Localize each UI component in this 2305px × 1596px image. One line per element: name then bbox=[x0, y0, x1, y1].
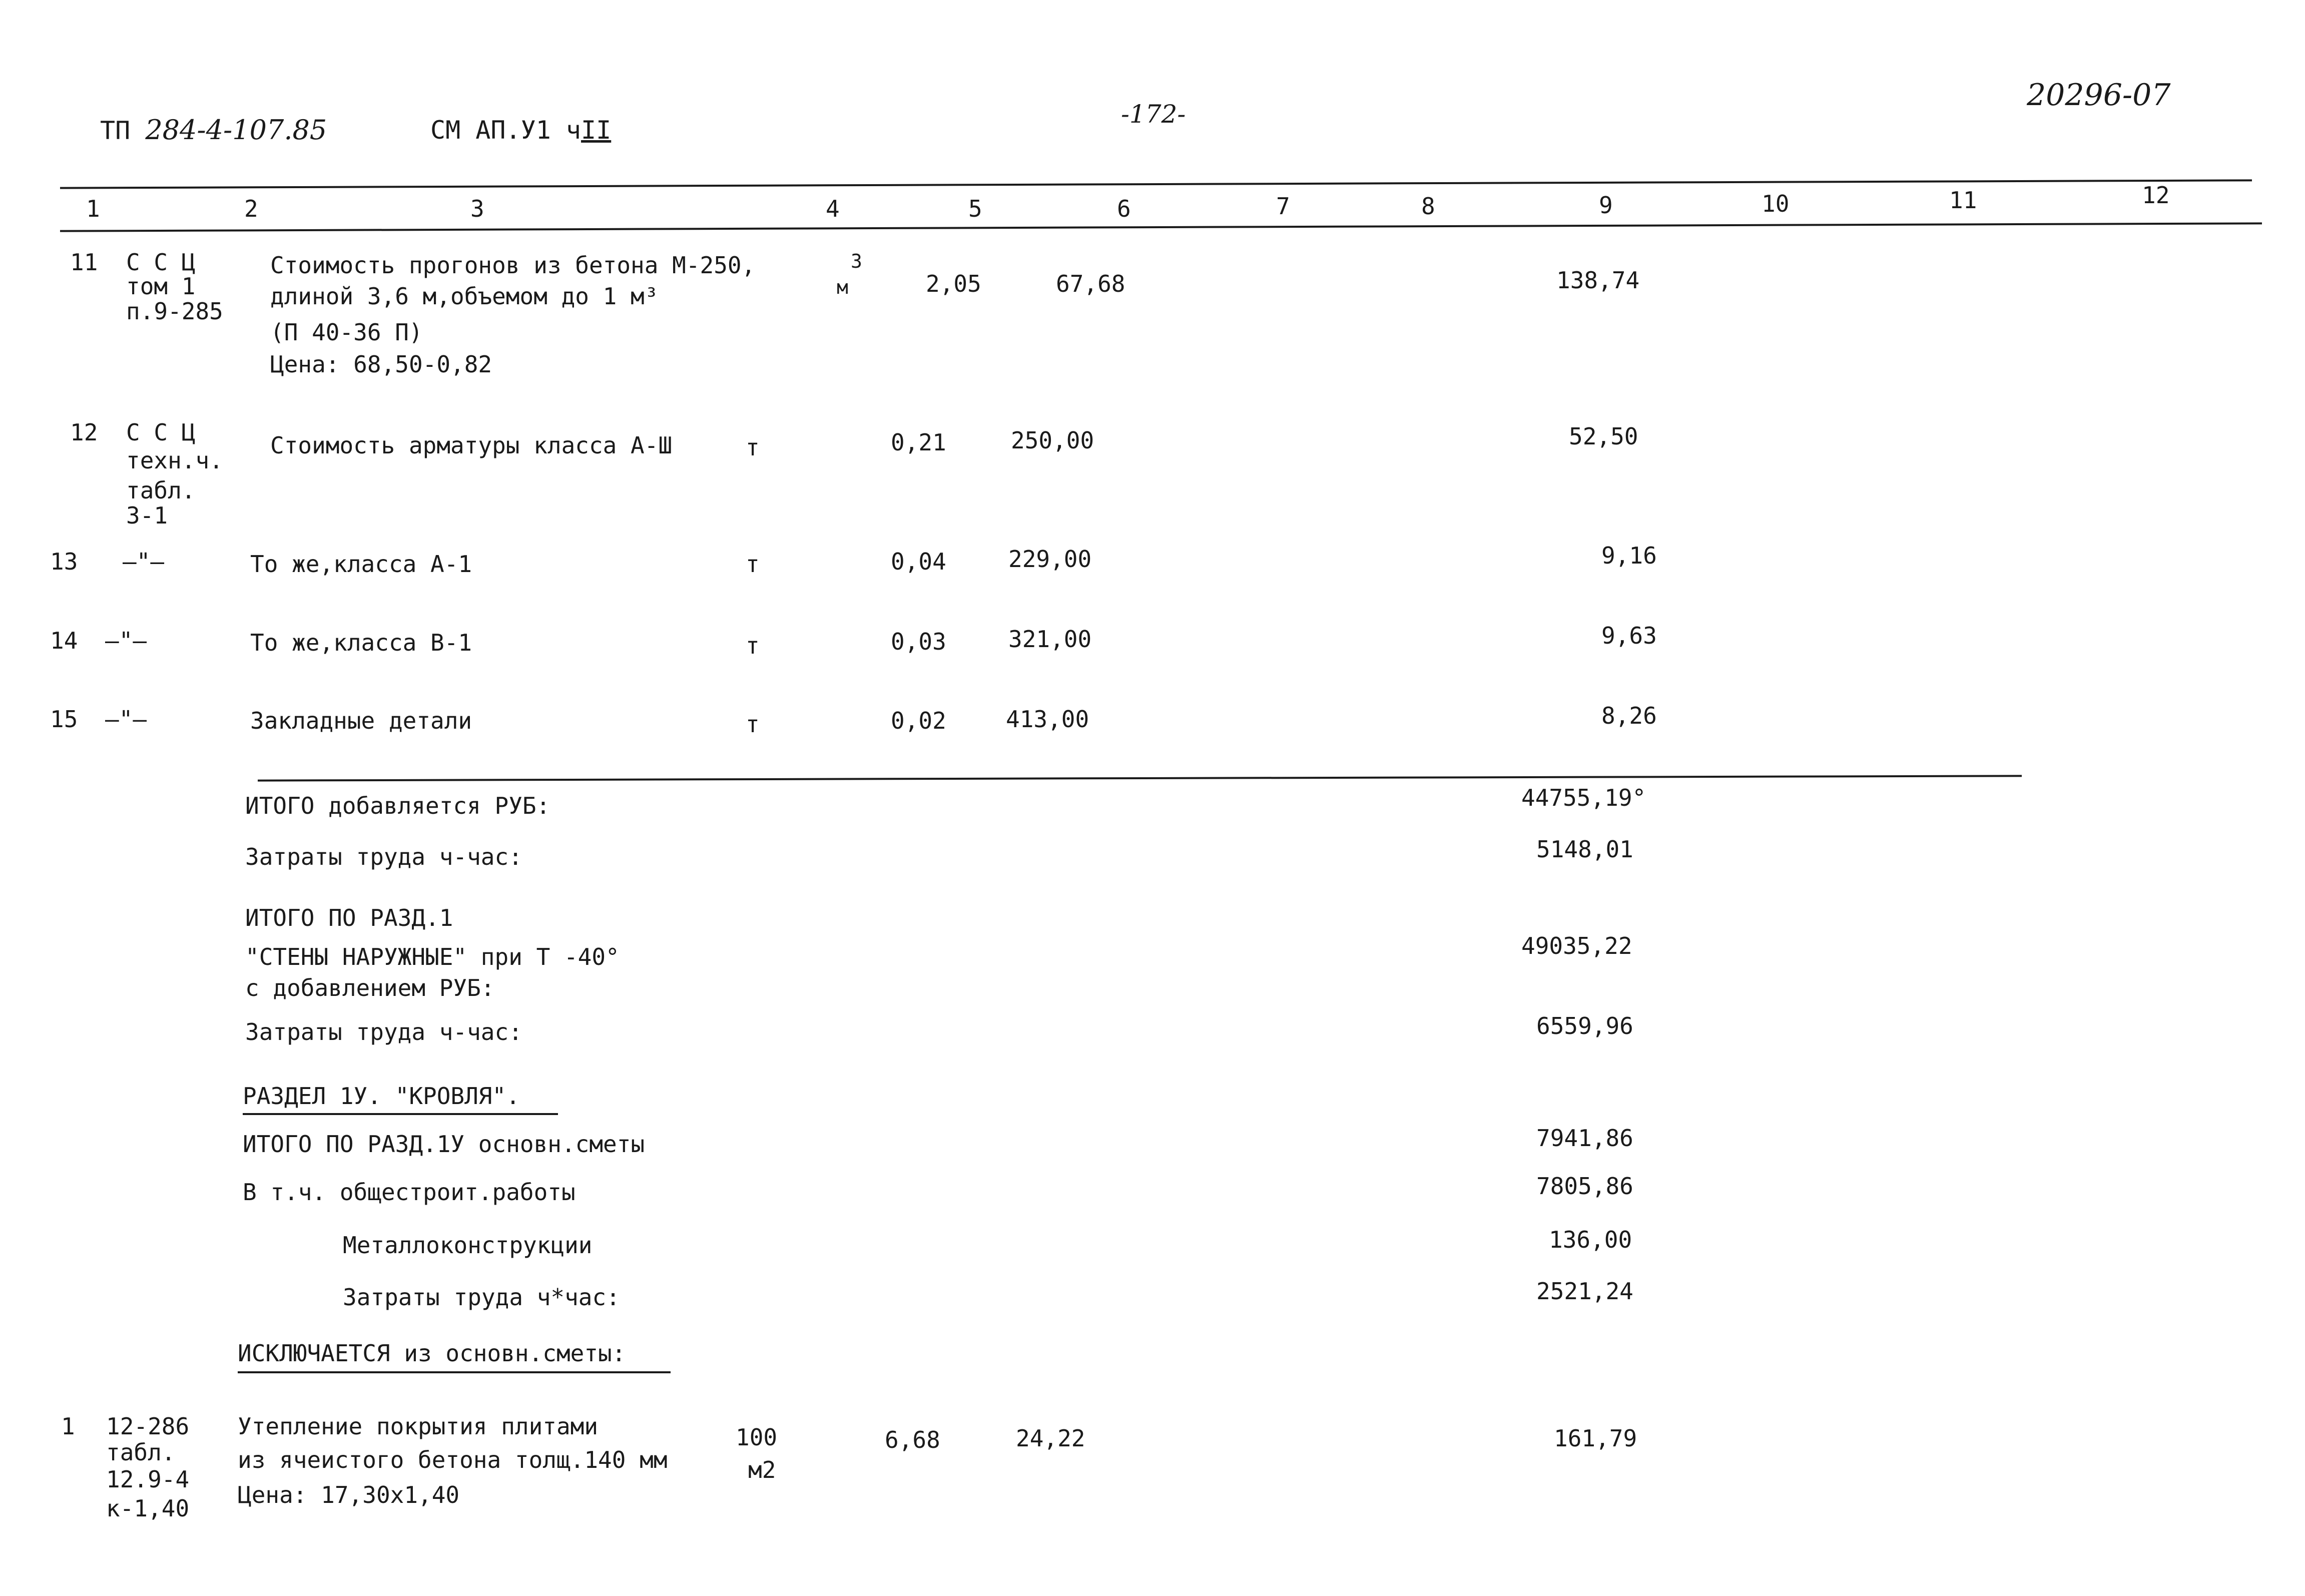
row-price: 229,00 bbox=[1008, 546, 1092, 573]
row-ref: том 1 bbox=[126, 273, 196, 300]
totals-divider bbox=[258, 775, 2022, 781]
sheet-ref bbox=[430, 114, 611, 146]
row-desc: То же,класса А-1 bbox=[250, 551, 472, 578]
row-desc: из ячеистого бетона толщ.140 мм bbox=[238, 1446, 668, 1473]
row-desc: Утепление покрытия плитами bbox=[238, 1413, 599, 1440]
row-total: 8,26 bbox=[1601, 702, 1657, 729]
col-2: 2 bbox=[244, 195, 258, 222]
row-desc: (П 40-36 П) bbox=[270, 319, 423, 346]
doc-code-prefix: ТП bbox=[100, 116, 131, 145]
summary-value: 49035,22 bbox=[1521, 932, 1632, 959]
section-line-label: Металлоконструкции bbox=[343, 1232, 593, 1259]
summary-value: 5148,01 bbox=[1536, 836, 1633, 863]
row-unit: 100 bbox=[736, 1424, 778, 1451]
row-qty: 6,68 bbox=[885, 1426, 940, 1453]
row-total: 52,50 bbox=[1569, 423, 1638, 450]
row-desc: Стоимость арматуры класса А-Ш bbox=[270, 432, 673, 459]
row-num: 12 bbox=[70, 419, 98, 446]
row-unit: м2 bbox=[748, 1456, 776, 1483]
summary-label: с добавлением РУБ: bbox=[245, 974, 495, 1001]
section-title-underline bbox=[243, 1113, 558, 1115]
row-unit: т bbox=[746, 551, 760, 578]
row-unit: т bbox=[746, 711, 760, 738]
row-total: 9,63 bbox=[1601, 622, 1657, 649]
section-line-value: 7941,86 bbox=[1536, 1125, 1633, 1152]
row-desc: Цена: 17,30х1,40 bbox=[238, 1481, 460, 1508]
row-unit: т bbox=[746, 434, 760, 461]
row-unit: м bbox=[837, 276, 848, 298]
summary-value: 6559,96 bbox=[1536, 1012, 1633, 1039]
header-bottom-rule bbox=[60, 222, 2262, 232]
row-num: 1 bbox=[61, 1413, 75, 1440]
row-total: 9,16 bbox=[1601, 542, 1657, 569]
row-qty: 0,03 bbox=[891, 628, 946, 655]
col-3: 3 bbox=[470, 195, 484, 222]
section-line-label: ИТОГО ПО РАЗД.1У основн.сметы bbox=[243, 1131, 645, 1158]
summary-label: "СТЕНЫ НАРУЖНЫЕ" при Т -40° bbox=[245, 943, 620, 970]
row-qty: 2,05 bbox=[926, 270, 981, 297]
excluded-heading-underline bbox=[238, 1371, 671, 1373]
col-12: 12 bbox=[2142, 182, 2170, 209]
row-price: 413,00 bbox=[1006, 706, 1089, 733]
row-ref: п.9-285 bbox=[126, 298, 223, 325]
archive-number: 20296-07 bbox=[2027, 78, 2171, 113]
row-ref: —"— bbox=[105, 627, 147, 654]
row-num: 11 bbox=[70, 249, 98, 276]
row-unit: 3 bbox=[851, 250, 862, 272]
row-qty: 0,02 bbox=[891, 707, 946, 734]
summary-label: Затраты труда ч-час: bbox=[245, 843, 522, 870]
row-desc: То же,класса В-1 bbox=[250, 629, 472, 656]
sheet-ref-hand: II bbox=[581, 116, 612, 145]
row-ref: табл. bbox=[126, 477, 196, 504]
row-price: 67,68 bbox=[1056, 270, 1125, 297]
section-title: РАЗДЕЛ 1У. "КРОВЛЯ". bbox=[243, 1083, 520, 1110]
row-desc: длиной 3,6 м,объемом до 1 м³ bbox=[270, 283, 659, 310]
row-ref: 12.9-4 bbox=[106, 1466, 190, 1493]
row-ref: 12-286 bbox=[106, 1413, 190, 1440]
row-ref: —"— bbox=[105, 706, 147, 733]
header-top-rule bbox=[60, 179, 2252, 189]
col-5: 5 bbox=[968, 195, 982, 222]
summary-label: ИТОГО ПО РАЗД.1 bbox=[245, 904, 453, 931]
row-num: 15 bbox=[50, 706, 78, 733]
row-desc: Стоимость прогонов из бетона М-250, bbox=[270, 252, 756, 279]
col-8: 8 bbox=[1421, 193, 1435, 220]
summary-label: ИТОГО добавляется РУБ: bbox=[245, 792, 550, 819]
section-line-value: 2521,24 bbox=[1536, 1278, 1633, 1305]
row-num: 13 bbox=[50, 548, 78, 575]
row-num: 14 bbox=[50, 627, 78, 654]
row-price: 24,22 bbox=[1016, 1425, 1085, 1452]
page-number: -172- bbox=[1121, 100, 1186, 129]
col-1: 1 bbox=[86, 195, 100, 222]
row-ref: —"— bbox=[123, 548, 165, 575]
excluded-heading: ИСКЛЮЧАЕТСЯ из основн.сметы: bbox=[238, 1340, 626, 1367]
doc-code bbox=[100, 114, 327, 147]
col-6: 6 bbox=[1117, 195, 1131, 222]
section-line-value: 7805,86 bbox=[1536, 1173, 1633, 1200]
row-desc: Цена: 68,50-0,82 bbox=[270, 351, 492, 378]
row-total: 138,74 bbox=[1556, 267, 1640, 294]
row-ref: 3-1 bbox=[126, 502, 168, 529]
row-desc: Закладные детали bbox=[250, 707, 472, 734]
col-4: 4 bbox=[826, 195, 840, 222]
col-9: 9 bbox=[1599, 192, 1613, 219]
section-line-value: 136,00 bbox=[1549, 1226, 1632, 1253]
row-ref: техн.ч. bbox=[126, 447, 223, 474]
doc-code-hand: 284-4-107.85 bbox=[145, 114, 327, 146]
row-ref: к-1,40 bbox=[106, 1495, 190, 1522]
col-10: 10 bbox=[1762, 190, 1790, 217]
row-qty: 0,04 bbox=[891, 548, 946, 575]
row-ref: табл. bbox=[106, 1439, 176, 1466]
row-price: 321,00 bbox=[1008, 626, 1092, 653]
sheet-ref-text: СМ АП.У1 ч bbox=[430, 116, 582, 145]
section-line-label: Затраты труда ч*час: bbox=[343, 1284, 620, 1311]
row-total: 161,79 bbox=[1554, 1425, 1637, 1452]
col-11: 11 bbox=[1949, 187, 1977, 214]
summary-label: Затраты труда ч-час: bbox=[245, 1018, 522, 1045]
row-unit: т bbox=[746, 632, 760, 659]
row-ref: С С Ц bbox=[126, 419, 196, 446]
row-ref: С С Ц bbox=[126, 249, 196, 276]
summary-value: 44755,19° bbox=[1521, 784, 1646, 811]
section-line-label: В т.ч. общестроит.работы bbox=[243, 1179, 575, 1206]
row-price: 250,00 bbox=[1011, 427, 1094, 454]
col-7: 7 bbox=[1276, 193, 1290, 220]
row-qty: 0,21 bbox=[891, 429, 946, 456]
